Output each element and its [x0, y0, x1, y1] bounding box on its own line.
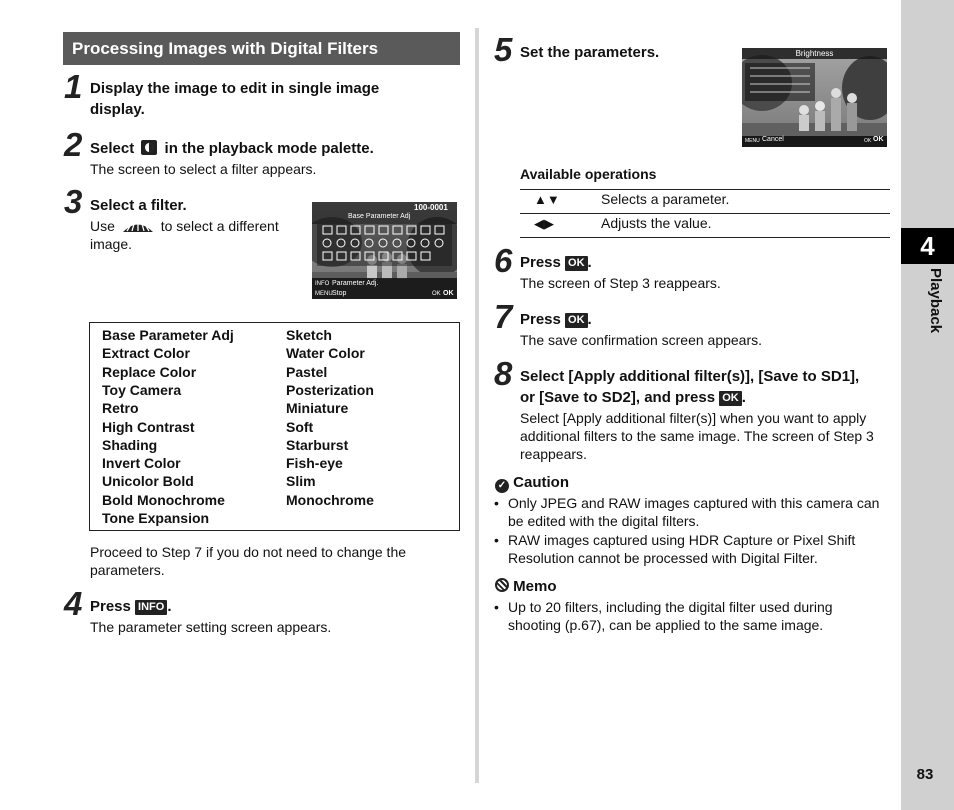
filter-name: Unicolor Bold	[102, 473, 194, 490]
bullet-icon: •	[494, 495, 499, 511]
filter-icon-grid	[321, 224, 451, 264]
brightness-photo	[742, 48, 887, 147]
screen2-ok-label: OK	[873, 136, 884, 143]
screen2-menu-key: MENU	[745, 138, 760, 144]
filter-name: Invert Color	[102, 455, 181, 472]
filter-name: Retro	[102, 400, 139, 417]
step-4-heading-pre: Press	[90, 598, 131, 615]
screen2-menu-label: Cancel	[762, 136, 784, 143]
step-6-body: The screen of Step 3 reappears.	[520, 275, 721, 291]
caution-icon: ✓	[495, 479, 509, 493]
chapter-number: 4	[901, 228, 954, 264]
operation-desc: Adjusts the value.	[601, 215, 712, 231]
step-2-heading-post: in the playback mode palette.	[164, 140, 374, 157]
filter-name: Soft	[286, 418, 314, 435]
step-1-number: 1	[64, 68, 83, 105]
filter-name: Shading	[102, 436, 158, 453]
memo-icon	[495, 578, 509, 592]
filter-name: Tone Expansion	[102, 510, 210, 526]
memo-heading	[495, 578, 557, 595]
operations-title: Available operations	[520, 166, 657, 182]
step-3-body	[90, 217, 300, 253]
screen1-menu-label: Stop	[332, 290, 347, 297]
step-2-heading	[90, 138, 450, 159]
filter-name: Water Color	[286, 345, 365, 362]
screen2-ok-key: OK	[864, 138, 872, 144]
chapter-sidebar	[901, 0, 954, 810]
screen2-title: Brightness	[795, 49, 834, 58]
filter-select-screen	[312, 202, 457, 299]
operations-row	[520, 189, 890, 214]
column-divider	[475, 28, 479, 783]
bullet-icon: •	[494, 599, 499, 615]
memo-item-text: Up to 20 filters, including the digital filter used during shooting (p.67), can be applied to the same image.	[508, 599, 833, 633]
filter-name: Miniature	[286, 400, 349, 417]
bullet-icon: •	[494, 532, 499, 548]
step-2-heading-pre: Select	[90, 140, 135, 157]
ok-button-icon: OK	[719, 391, 742, 406]
caution-list	[494, 494, 890, 568]
step-7-number: 7	[494, 298, 513, 335]
filter-name: Bold Monochrome	[102, 491, 225, 508]
screen1-info-label: Parameter Adj.	[332, 280, 379, 287]
filter-name: Monochrome	[286, 491, 374, 508]
step-5-number: 5	[494, 31, 513, 68]
step-3-body-pre: Use	[90, 218, 115, 234]
rear-dial-icon	[121, 219, 155, 233]
step-3-heading: Select a filter.	[90, 197, 187, 214]
filter-list-table	[89, 322, 460, 531]
step-8-heading	[520, 366, 895, 408]
screen1-ok-key: OK	[432, 291, 441, 297]
step-7-body: The save confirmation screen appears.	[520, 332, 763, 348]
screen1-ok-label: OK	[443, 290, 454, 297]
step-4-heading: Press INFO .	[90, 598, 172, 615]
filter-name: Sketch	[286, 327, 332, 343]
filter-name: Fish-eye	[286, 455, 343, 472]
step-8-heading-line1: Select [Apply additional filter(s)], [Save to SD1],	[520, 368, 860, 385]
step-2-number: 2	[64, 126, 83, 163]
filter-name: High Contrast	[102, 418, 195, 435]
proceed-note: Proceed to Step 7 if you do not need to change the parameters.	[90, 544, 407, 578]
step-7-heading-pre: Press	[520, 311, 561, 328]
chapter-label: Playback	[927, 268, 944, 334]
ok-button-icon: OK	[565, 313, 588, 328]
memo-list	[494, 598, 890, 635]
operation-desc: Selects a parameter.	[601, 191, 730, 207]
up-down-arrows-icon: ▲▼	[534, 192, 560, 207]
brightness-screen	[742, 48, 887, 147]
file-number: 100-0001	[414, 203, 448, 212]
step-3-number: 3	[64, 183, 83, 220]
caution-item	[494, 531, 890, 568]
filter-name: Starburst	[286, 436, 349, 453]
caution-item	[494, 494, 890, 531]
operations-table	[520, 189, 890, 239]
filter-palette-icon	[141, 140, 157, 155]
step-8-heading-line2: or [Save to SD2], and press OK .	[520, 389, 746, 406]
step-1-heading: Display the image to edit in single image display.	[90, 80, 380, 118]
memo-title: Memo	[513, 578, 557, 595]
ok-button-icon: OK	[565, 256, 588, 271]
section-title: Processing Images with Digital Filters	[63, 32, 460, 65]
step-5-heading: Set the parameters.	[520, 44, 660, 61]
memo-item	[494, 598, 890, 635]
step-6-heading: Press OK .	[520, 254, 592, 271]
caution-title: Caution	[513, 474, 569, 491]
filter-name: Base Parameter Adj	[102, 327, 234, 343]
filter-name: Posterization	[286, 381, 374, 398]
screen1-menu-key: MENU	[315, 291, 333, 297]
caution-heading	[495, 474, 569, 493]
filter-name: Slim	[286, 473, 316, 490]
filter-name: Extract Color	[102, 345, 190, 362]
step-6-heading-pre: Press	[520, 254, 561, 271]
step-7-heading: Press OK .	[520, 311, 592, 328]
caution-item-text: RAW images captured using HDR Capture or Pixel Shift Resolution cannot be processed with Digital Filter.	[508, 532, 856, 566]
info-button-icon: INFO	[135, 600, 167, 615]
step-6-number: 6	[494, 242, 513, 279]
step-8-heading-line2-text: or [Save to SD2], and press	[520, 389, 716, 406]
filter-name: Pastel	[286, 363, 328, 380]
step-4-number: 4	[64, 585, 83, 622]
operations-row	[520, 213, 890, 238]
filter-name: Toy Camera	[102, 381, 182, 398]
step-4-body: The parameter setting screen appears.	[90, 619, 332, 635]
left-right-arrows-icon: ◀▶	[534, 216, 554, 231]
step-3-body-post: to select a different image.	[90, 218, 279, 252]
screen1-info-key: INFO	[315, 281, 330, 287]
step-8-number: 8	[494, 355, 513, 392]
screen1-title: Base Parameter Adj	[348, 213, 411, 220]
step-8-body: Select [Apply additional filter(s)] when you want to apply additional filters to the same image. The screen of Step 3 reappears.	[520, 410, 874, 462]
page-number: 83	[916, 766, 934, 783]
step-2-body: The screen to select a filter appears.	[90, 161, 317, 177]
caution-item-text: Only JPEG and RAW images captured with this camera can be edited with the digital filters.	[508, 495, 880, 529]
filter-name: Replace Color	[102, 363, 197, 380]
